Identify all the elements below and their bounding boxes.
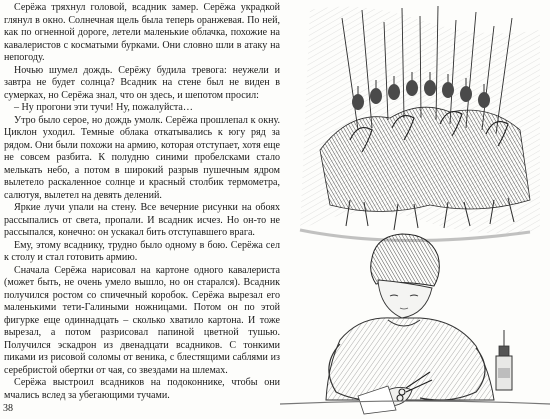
paragraph: Ночью шумел дождь. Серёжу будила тревога: неужели и завтра не будет солнца? Всадник на стене был не виден в сумерках, но Серёжа знал, что он здесь, и шепотом просил:	[4, 64, 280, 101]
paragraph: – Ну прогони эти тучи! Ну, пожалуйста…	[14, 102, 193, 113]
story-text	[4, 2, 280, 402]
paragraph: Яркие лучи упали на стену. Все вечерние рисунки на обоях рассыпались от света, пропали. И всадник исчез. Но он-то не рассыпался, конечно: он ускакал бить отступавшего врага.	[4, 202, 280, 238]
sketch-drawing	[280, 0, 550, 419]
paragraph: Серёжа выстроил всадников на подоконнике, чтобы они мчались вслед за убегающими тучами.	[4, 377, 280, 401]
page-number: 38	[3, 403, 13, 414]
illustration	[280, 0, 550, 419]
paragraph: Утро было серое, но дождь умолк. Серёжа прошлепал к окну. Циклон уходил. Темные облака откатывались к югу ряд за рядом. Они были похожи на армию, которая отступает, хотя еще не совсем разбита. К полудню синими пробелсками стало мелькать небо, а потом в широкий разрыв пушечным ядром вылетело раскаленное солнце и красный столбик термометра, салютуя, вылетел на девять делений.	[4, 114, 280, 201]
paragraph: Серёжа тряхнул головой, всадник замер. Серёжа украдкой глянул в окно. Солнечная щель была теперь оранжевая. По ней, как по огненной дороге, летели маленькие облачка, похожие на кавалеристов с косматыми бурками. Они словно шли в атаку на непогоду.	[4, 2, 280, 63]
paragraph: Ему, этому всаднику, трудно было одному в бою. Серёжа сел к столу и стал готовить армию.	[4, 239, 280, 263]
horses-mass	[320, 107, 530, 211]
boy-hair	[371, 234, 440, 286]
paragraph: Сначала Серёжа нарисовал на картоне одного кавалериста (может быть, не очень умело вышло, но он старался). Всадник получился ростом со спичечный коробок. Серёжа вырезал его маленькими тети-Галиными ножницами. Потом он по этой фигурке еще одиннадцать – сколько хватило картона. И тоже вырезал, а потом разрисовал папиной цветной тушью. Получился эскадрон из двенадцати всадников. С тонкими пиками из рисовой соломы от веника, с блестящими саблями из серебристой обертки от чая, со звездами на шлемах.	[4, 264, 280, 376]
